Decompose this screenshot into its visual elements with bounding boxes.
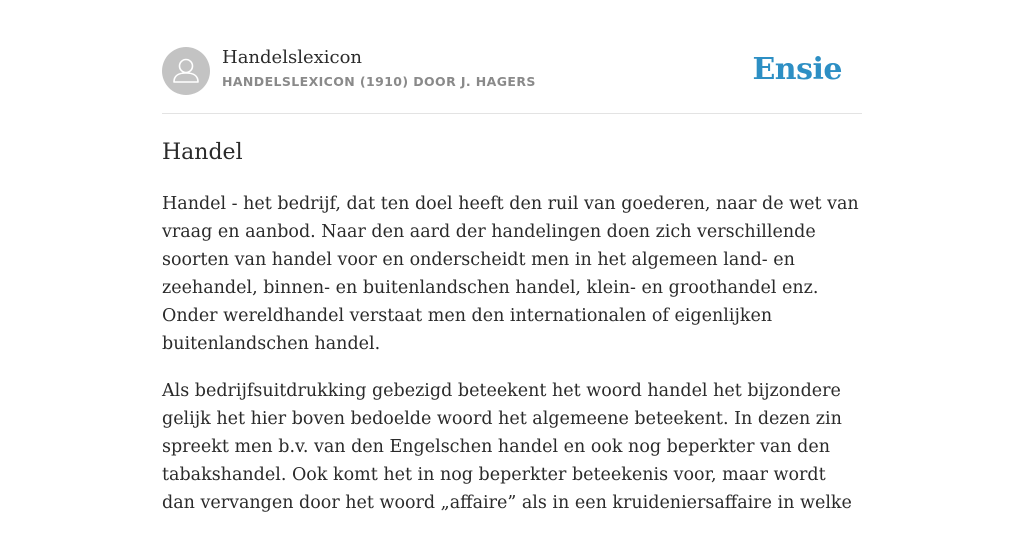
definition-paragraph: Handel - het bedrijf, dat ten doel heeft den ruil van goederen, naar de wet van vraag en aanbod. Naar den aard der handelingen doen zich verschillende soorten van handel voor en onderscheidt men in het algemeen land- en zeehandel, binnen- en buitenlandschen handel, klein- en groothandel enz. Onder wereldhandel verstaat men den internationalen of eigenlijken buitenlandschen handel. [162, 194, 859, 354]
ensie-logo[interactable]: Ensie [752, 52, 842, 87]
source-subtitle[interactable]: HANDELSLEXICON (1910) DOOR J. HAGERS [222, 74, 536, 89]
article-page [162, 0, 862, 512]
source-header [162, 46, 862, 96]
user-icon [162, 47, 210, 95]
source-title[interactable]: Handelslexicon [222, 47, 363, 68]
definition-body [162, 190, 862, 536]
definition-paragraph: Als bedrijfsuitdrukking gebezigd beteekent het woord handel het bijzondere gelijk het hier boven bedoelde woord het algemeene beteekent. In dezen zin spreekt men b.v. van den Engelschen handel en ook nog beperkter van den tabakshandel. Ook komt het in nog beperkter beteekenis voor, maar wordt dan vervangen door het woord „affaire” als in een kruideniersaffaire in welke [162, 381, 852, 513]
page-title: Handel [162, 140, 243, 165]
source-avatar[interactable] [162, 47, 210, 95]
header-divider [162, 113, 862, 114]
